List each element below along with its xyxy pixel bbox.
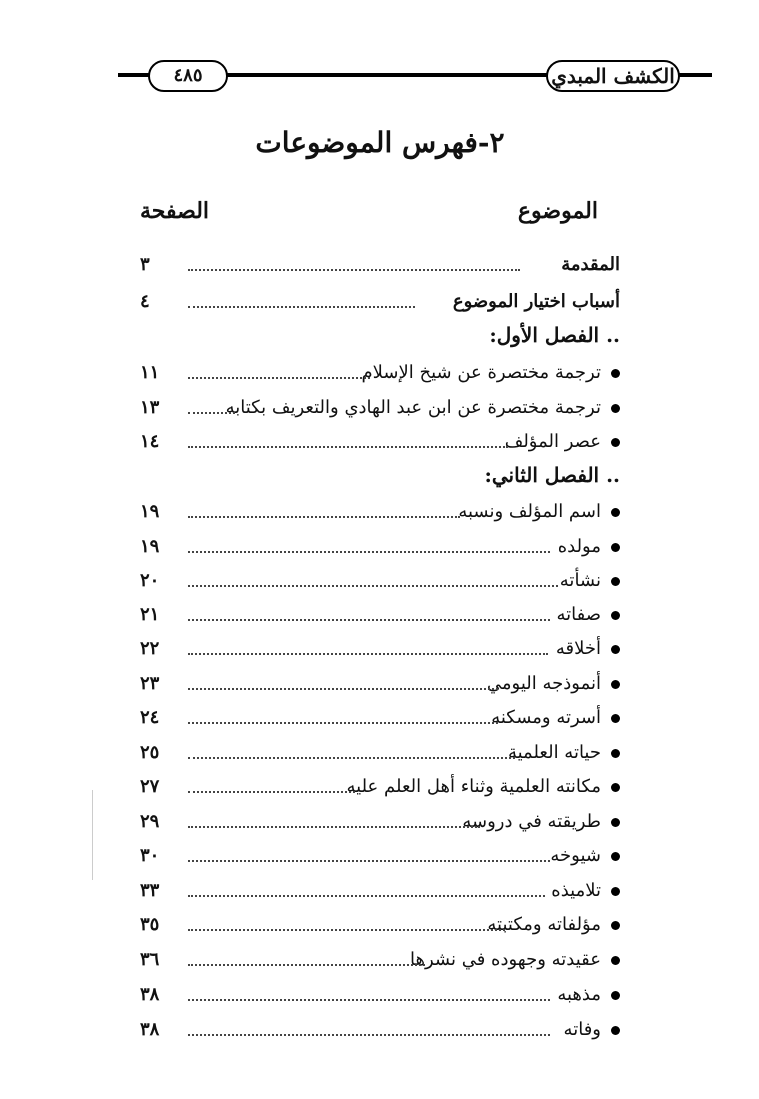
bullet-icon xyxy=(611,991,620,1000)
toc-entry-text: مولده xyxy=(557,536,601,557)
bullet-icon xyxy=(611,543,620,552)
toc-entry-page: ٢١ xyxy=(140,604,160,625)
dot-leader xyxy=(188,412,235,414)
toc-entry xyxy=(140,841,620,875)
toc-entry-title xyxy=(347,772,620,802)
dot-leader xyxy=(188,895,545,897)
toc-entry-title xyxy=(558,532,620,562)
dot-leader xyxy=(188,722,498,724)
bullet-icon xyxy=(611,852,620,861)
toc-entry-text: مؤلفاته ومكتبته xyxy=(487,914,601,935)
toc-entry xyxy=(140,910,620,944)
toc-entry-title xyxy=(505,427,620,457)
bullet-icon xyxy=(611,956,620,965)
toc-entry-title xyxy=(362,358,620,388)
dot-leader xyxy=(188,860,550,862)
toc-entry-page: ٢٢ xyxy=(140,638,160,659)
toc-entry-page: ٣ xyxy=(140,254,150,275)
toc-entry-page: ٢٥ xyxy=(140,742,160,763)
bullet-icon xyxy=(611,577,620,586)
toc-entry-text: عقيدته وجهوده في نشرها xyxy=(410,949,601,970)
toc-entry-title xyxy=(458,497,620,527)
page-header xyxy=(118,58,712,92)
toc-entry-title: المقدمة xyxy=(561,254,620,275)
page-number: ٤٨٥ xyxy=(148,60,228,92)
toc-entry-title xyxy=(462,807,620,837)
running-book-title: الكشف المبدي xyxy=(546,60,680,92)
toc-entry-page: ١٣ xyxy=(140,397,160,418)
toc-entry xyxy=(140,945,620,979)
toc-entry-page: ٢٤ xyxy=(140,707,160,728)
section-title: ٢-فهرس الموضوعات xyxy=(255,126,505,159)
scan-margin-line xyxy=(92,790,93,880)
dot-leader xyxy=(188,999,550,1001)
toc-entry xyxy=(140,634,620,668)
toc-entry xyxy=(140,532,620,566)
toc-entry-title xyxy=(550,841,620,871)
dot-leader xyxy=(188,619,550,621)
dot-leader xyxy=(188,585,558,587)
toc-entry-title xyxy=(551,876,620,906)
toc-entry-page: ٢٩ xyxy=(140,811,160,832)
toc-entry xyxy=(140,738,620,772)
toc-entry-title xyxy=(556,634,620,664)
toc-entry-title xyxy=(491,703,620,733)
bullet-icon xyxy=(611,749,620,758)
toc-entry-title xyxy=(556,600,620,630)
toc-entry xyxy=(140,358,620,392)
toc-entry-text: ترجمة مختصرة عن شيخ الإسلام xyxy=(361,362,601,383)
dot-leader xyxy=(188,446,508,448)
toc-entry-page: ١٤ xyxy=(140,431,160,452)
toc-entry xyxy=(140,876,620,910)
toc-entry-text: عصر المؤلف xyxy=(504,431,601,452)
toc-entry-page: ٣٦ xyxy=(140,949,160,970)
toc-entry-title xyxy=(560,566,620,596)
toc-entry xyxy=(140,980,620,1014)
dot-leader xyxy=(188,377,370,379)
column-header-page: الصفحة xyxy=(140,198,210,224)
dot-leader xyxy=(188,306,415,308)
bullet-icon xyxy=(611,645,620,654)
toc-entry xyxy=(140,669,620,703)
dot-leader xyxy=(188,1034,550,1036)
toc-entry-page: ٣٨ xyxy=(140,1019,160,1040)
toc-entry xyxy=(140,497,620,531)
toc-entry-title xyxy=(487,669,620,699)
toc-entry xyxy=(140,427,620,461)
toc-entry xyxy=(140,250,620,284)
dot-leader xyxy=(188,269,520,271)
bullet-icon xyxy=(611,404,620,413)
dot-leader xyxy=(188,929,505,931)
bullet-icon xyxy=(611,783,620,792)
toc-entry-text: طريقته في دروسه xyxy=(462,811,601,832)
bullet-icon xyxy=(611,1026,620,1035)
dot-leader xyxy=(188,826,480,828)
dot-leader xyxy=(188,688,498,690)
toc-entry-page: ٣٠ xyxy=(140,845,160,866)
toc-entry-title xyxy=(410,945,620,975)
toc-entry-text: اسم المؤلف ونسبه xyxy=(458,501,601,522)
bullet-icon xyxy=(611,369,620,378)
column-header-topic: الموضوع xyxy=(517,198,598,224)
toc-entry xyxy=(140,1015,620,1049)
toc-entry-text: أخلاقه xyxy=(555,638,601,659)
toc-entry-text: وفاته xyxy=(563,1019,601,1040)
chapter-heading: .. الفصل الأول: xyxy=(489,323,620,347)
toc-entry-page: ٣٥ xyxy=(140,914,160,935)
toc-entry-page: ١١ xyxy=(140,362,160,383)
toc-entry-text: تلاميذه xyxy=(551,880,601,901)
toc-entry-text: نشأته xyxy=(559,570,601,591)
toc-entry xyxy=(140,287,620,321)
toc-entry-page: ٢٠ xyxy=(140,570,160,591)
toc-entry-text: مذهبه xyxy=(557,984,601,1005)
toc-entry-page: ٣٨ xyxy=(140,984,160,1005)
toc-entry-text: حياته العلمية xyxy=(507,742,601,763)
toc-entry-text: شيوخه xyxy=(550,845,601,866)
bullet-icon xyxy=(611,714,620,723)
toc-entry-text: أسرته ومسكنه xyxy=(491,707,601,728)
chapter-heading: .. الفصل الثاني: xyxy=(484,463,620,487)
toc-entry-title xyxy=(508,738,620,768)
toc-entry xyxy=(140,600,620,634)
toc-entry xyxy=(140,393,620,427)
dot-leader xyxy=(188,964,425,966)
toc-entry-page: ٢٣ xyxy=(140,673,160,694)
toc-entry xyxy=(140,772,620,806)
dot-leader xyxy=(188,653,548,655)
toc-entry-title xyxy=(564,1015,620,1045)
toc-entry-page: ١٩ xyxy=(140,536,160,557)
toc-entry xyxy=(140,703,620,737)
toc-entry-title xyxy=(487,910,620,940)
toc-entry-title xyxy=(557,980,620,1010)
bullet-icon xyxy=(611,887,620,896)
toc-entry-page: ١٩ xyxy=(140,501,160,522)
toc-entry-title: أسباب اختيار الموضوع xyxy=(452,291,620,312)
bullet-icon xyxy=(611,611,620,620)
toc-entry-text: مكانته العلمية وثناء أهل العلم عليه xyxy=(346,776,601,797)
dot-leader xyxy=(188,791,355,793)
bullet-icon xyxy=(611,680,620,689)
dot-leader xyxy=(188,757,515,759)
bullet-icon xyxy=(611,508,620,517)
bullet-icon xyxy=(611,921,620,930)
toc-entry-title xyxy=(226,393,620,423)
toc-entry xyxy=(140,566,620,600)
bullet-icon xyxy=(611,818,620,827)
toc-entry-text: صفاته xyxy=(556,604,601,625)
toc-entry-page: ٢٧ xyxy=(140,776,160,797)
toc-entry xyxy=(140,807,620,841)
dot-leader xyxy=(188,551,550,553)
bullet-icon xyxy=(611,438,620,447)
toc-entry-page: ٣٣ xyxy=(140,880,160,901)
toc-entry-text: أنموذجه اليومي xyxy=(486,673,601,694)
toc-entry-page: ٤ xyxy=(140,291,150,312)
toc-entry-text: ترجمة مختصرة عن ابن عبد الهادي والتعريف بكتابه xyxy=(225,397,601,418)
dot-leader xyxy=(188,516,460,518)
